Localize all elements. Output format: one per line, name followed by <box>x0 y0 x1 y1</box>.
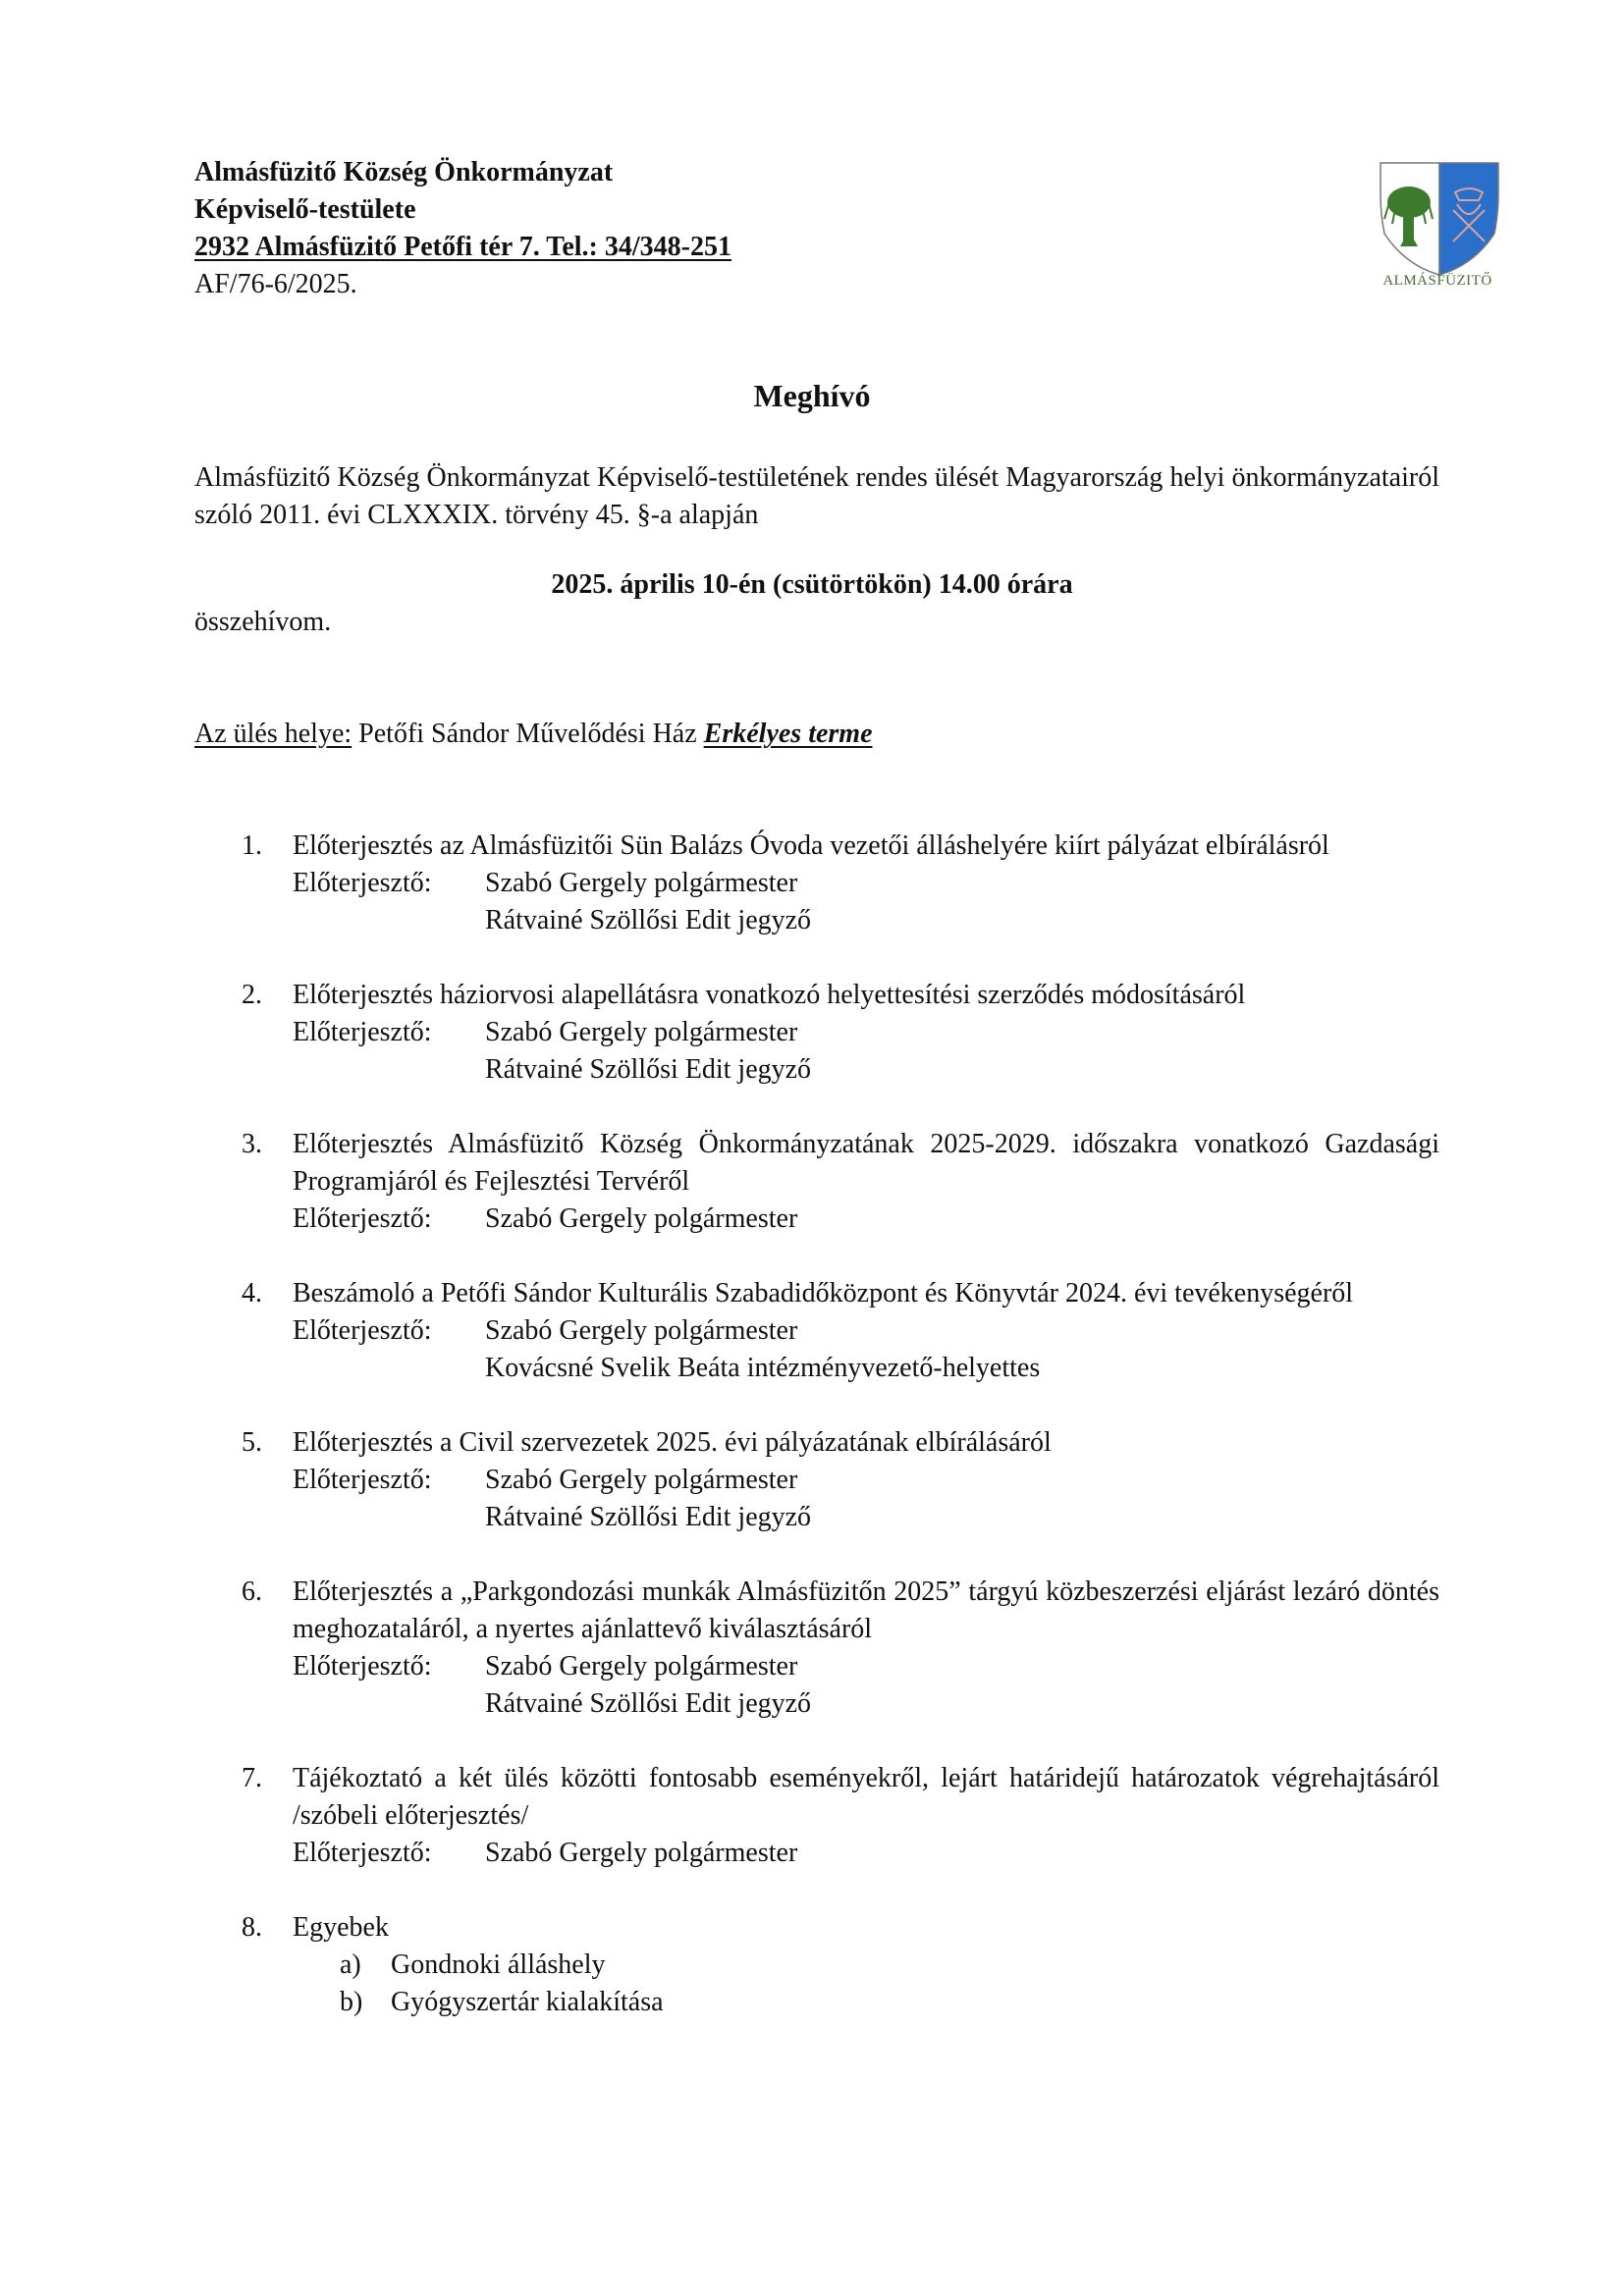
subitem-label: a) <box>340 1949 361 1980</box>
agenda-item <box>194 1424 1439 1536</box>
agenda-item <box>194 1275 1439 1387</box>
presenter-name: Rátvainé Szöllősi Edit jegyző <box>485 1054 812 1085</box>
agenda-number: 6. <box>242 1576 262 1607</box>
agenda-item <box>194 1909 1439 1947</box>
agenda-number: 2. <box>242 980 262 1010</box>
agenda-number: 1. <box>242 830 262 861</box>
letterhead <box>194 154 731 303</box>
presenter-block <box>293 1648 1439 1723</box>
presenter-name: Szabó Gergely polgármester <box>485 1651 798 1682</box>
agenda-number: 8. <box>242 1912 262 1943</box>
agenda-number: 4. <box>242 1278 262 1308</box>
agenda-text: Előterjesztés háziorvosi alapellátásra vonatkozó helyettesítési szerződés módosításáról <box>293 980 1246 1010</box>
presenter-block <box>293 1835 1439 1872</box>
presenter-name: Rátvainé Szöllősi Edit jegyző <box>485 905 812 935</box>
presenter-block <box>293 1201 1439 1238</box>
agenda-text: Előterjesztés Almásfüzitő Község Önkormányzatának 2025-2029. időszakra vonatkozó Gazdasági Programjáról és Fejlesztési Tervéről <box>293 1129 1439 1197</box>
venue-room: Erkélyes terme <box>703 719 873 749</box>
presenter-block <box>293 1014 1439 1089</box>
agenda-item <box>194 1126 1439 1238</box>
presenter-name: Szabó Gergely polgármester <box>485 868 798 898</box>
agenda-text: Beszámoló a Petőfi Sándor Kulturális Szabadidőközpont és Könyvtár 2024. évi tevékenységéről <box>293 1278 1354 1308</box>
presenter-name: Szabó Gergely polgármester <box>485 1017 798 1047</box>
agenda-number: 3. <box>242 1129 262 1159</box>
presenter-block <box>293 1312 1439 1387</box>
presenter-label: Előterjesztő: <box>293 868 432 898</box>
agenda-subitem <box>194 1984 1439 2021</box>
agenda-text: Előterjesztés az Almásfüzitői Sün Balázs Óvoda vezetői álláshelyére kiírt pályázat elbírálásról <box>293 830 1329 861</box>
agenda-item <box>194 1574 1439 1723</box>
subitem-label: b) <box>340 1987 363 2017</box>
presenter-label: Előterjesztő: <box>293 1017 432 1047</box>
presenter-label: Előterjesztő: <box>293 1203 432 1234</box>
presenter-block <box>293 1462 1439 1536</box>
presenter-label: Előterjesztő: <box>293 1651 432 1682</box>
agenda-number: 7. <box>242 1763 262 1793</box>
document-title: Meghívó <box>753 378 871 413</box>
presenter-name: Szabó Gergely polgármester <box>485 1203 798 1234</box>
venue-label: Az ülés helye: <box>194 719 352 749</box>
agenda-text: Egyebek <box>293 1912 389 1943</box>
agenda-subitem <box>194 1947 1439 1984</box>
venue-line <box>194 719 873 750</box>
intro-paragraph: Almásfüzitő Község Önkormányzat Képviselő-testületének rendes ülését Magyarország helyi önkormányzatairól szóló 2011. évi CLXXXIX. törvény 45. §-a alapján <box>194 462 1439 530</box>
agenda-number: 5. <box>242 1427 262 1458</box>
agenda-text: Előterjesztés a „Parkgondozási munkák Almásfüzitőn 2025” tárgyú közbeszerzési eljárást lezáró döntés meghozataláról, a nyertes ajánlattevő kiválasztásáról <box>293 1576 1439 1644</box>
agenda-item <box>194 977 1439 1089</box>
org-name: Almásfüzitő Község Önkormányzat <box>194 157 614 187</box>
subitem-text: Gondnoki álláshely <box>391 1949 606 1980</box>
presenter-name: Szabó Gergely polgármester <box>485 1315 798 1346</box>
presenter-name: Rátvainé Szöllősi Edit jegyző <box>485 1502 812 1532</box>
presenter-name: Szabó Gergely polgármester <box>485 1838 798 1868</box>
agenda-text: Előterjesztés a Civil szervezetek 2025. évi pályázatának elbírálásáról <box>293 1427 1052 1458</box>
meeting-datetime: 2025. április 10-én (csütörtökön) 14.00 órára <box>551 569 1073 600</box>
agenda-item <box>194 828 1439 939</box>
presenter-name: Kovácsné Svelik Beáta intézményvezető-helyettes <box>485 1353 1041 1383</box>
presenter-name: Rátvainé Szöllősi Edit jegyző <box>485 1688 812 1719</box>
agenda-text: Tájékoztató a két ülés közötti fontosabb eseményekről, lejárt határidejű határozatok végrehajtásáról /szóbeli előterjesztés/ <box>293 1763 1439 1831</box>
presenter-label: Előterjesztő: <box>293 1315 432 1346</box>
presenter-label: Előterjesztő: <box>293 1838 432 1868</box>
agenda-item <box>194 1760 1439 1872</box>
presenter-label: Előterjesztő: <box>293 1465 432 1495</box>
subitem-text: Gyógyszertár kialakítása <box>391 1987 664 2017</box>
agenda-list <box>194 828 1439 2021</box>
presenter-block <box>293 865 1439 939</box>
logo-label: ALMÁSFÜZITŐ <box>1382 273 1492 289</box>
org-address: 2932 Almásfüzitő Petőfi tér 7. Tel.: 34/348-251 <box>194 232 731 262</box>
convene-text: összehívom. <box>194 607 332 637</box>
org-body: Képviselő-testülete <box>194 194 416 225</box>
reference-number: AF/76-6/2025. <box>194 269 357 299</box>
presenter-name: Szabó Gergely polgármester <box>485 1465 798 1495</box>
shield-right-field <box>1439 163 1498 275</box>
venue-place: Petőfi Sándor Művelődési Ház <box>358 719 697 749</box>
